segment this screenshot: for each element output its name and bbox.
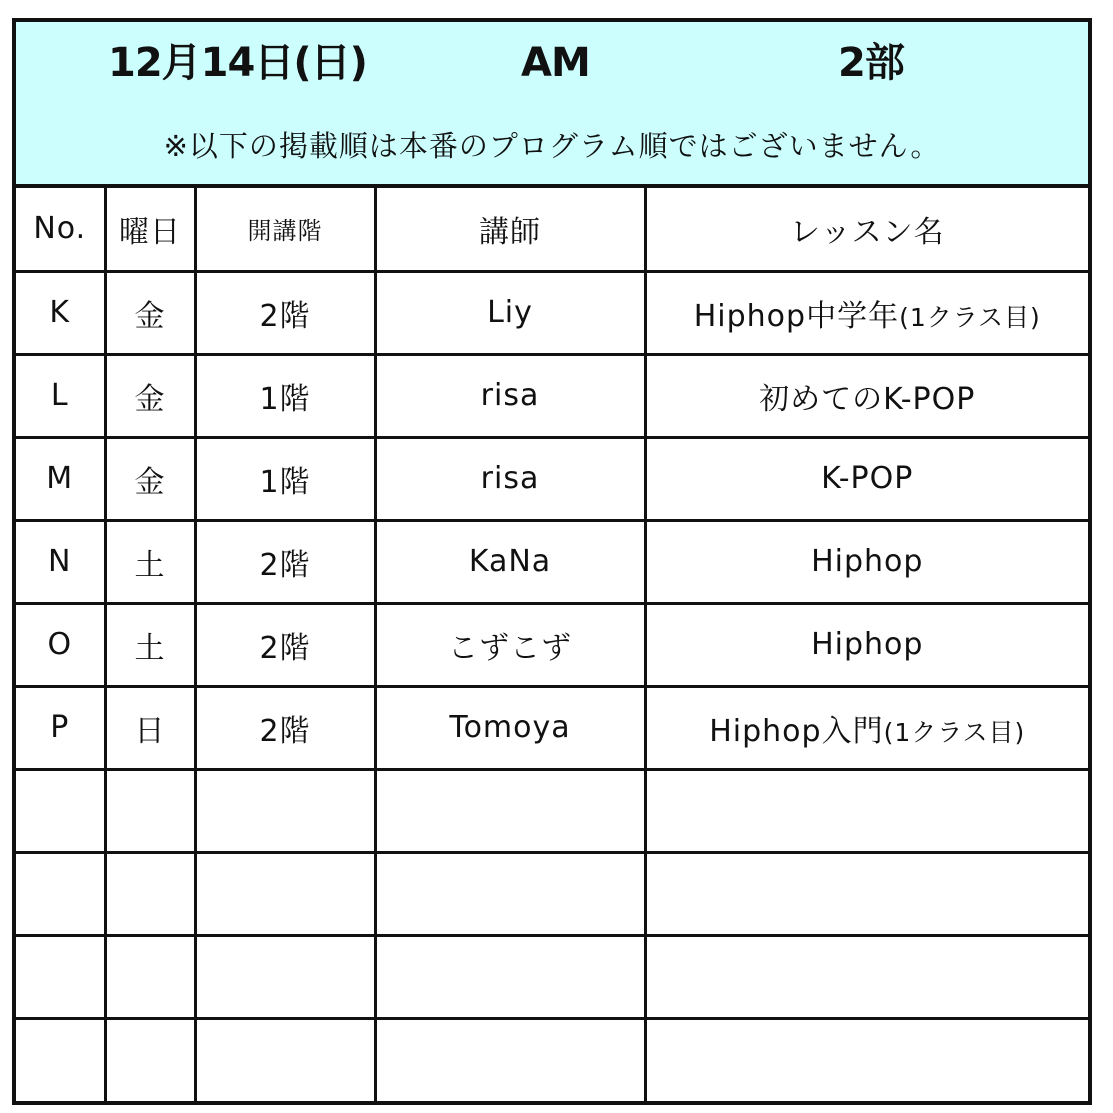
empty-cell [645, 769, 1088, 852]
cell-no: N [16, 520, 105, 603]
cell-instructor: こずこず [375, 603, 645, 686]
cell-no: O [16, 603, 105, 686]
empty-cell [375, 769, 645, 852]
empty-cell [645, 852, 1088, 935]
empty-row [16, 769, 1088, 852]
empty-cell [645, 935, 1088, 1018]
empty-cell [375, 935, 645, 1018]
lesson-note: (1クラス目) [899, 302, 1041, 332]
cell-day: 日 [105, 686, 195, 769]
cell-floor: 1階 [195, 437, 375, 520]
empty-cell [105, 852, 195, 935]
schedule-table [16, 188, 1088, 1101]
column-header-day: 曜日 [105, 188, 195, 271]
empty-row [16, 1018, 1088, 1101]
empty-cell [16, 1018, 105, 1101]
cell-instructor: risa [375, 437, 645, 520]
empty-cell [16, 852, 105, 935]
empty-cell [105, 935, 195, 1018]
empty-cell [16, 769, 105, 852]
lesson-name: Hiphop入門 [709, 713, 884, 749]
cell-instructor: KaNa [375, 520, 645, 603]
empty-cell [375, 1018, 645, 1101]
table-row [16, 603, 1088, 686]
cell-day: 土 [105, 520, 195, 603]
schedule-header [16, 22, 1088, 188]
cell-floor: 2階 [195, 271, 375, 354]
table-row [16, 354, 1088, 437]
empty-cell [195, 769, 375, 852]
cell-instructor: risa [375, 354, 645, 437]
header-note: ※以下の掲載順は本番のプログラム順ではございません。 [163, 129, 941, 163]
empty-row [16, 935, 1088, 1018]
header-part: 2部 [838, 40, 904, 86]
cell-day: 土 [105, 603, 195, 686]
schedule-sheet [12, 18, 1092, 1105]
table-row [16, 271, 1088, 354]
lesson-name: 初めてのK-POP [759, 381, 976, 417]
cell-day: 金 [105, 271, 195, 354]
cell-floor: 2階 [195, 686, 375, 769]
column-header-instructor: 講師 [375, 188, 645, 271]
lesson-name: Hiphop [811, 544, 924, 579]
cell-lesson [645, 437, 1088, 520]
empty-cell [105, 769, 195, 852]
cell-lesson [645, 603, 1088, 686]
empty-cell [375, 852, 645, 935]
cell-day: 金 [105, 437, 195, 520]
column-header-lesson: レッスン名 [645, 188, 1088, 271]
empty-cell [105, 1018, 195, 1101]
cell-floor: 2階 [195, 603, 375, 686]
cell-lesson [645, 271, 1088, 354]
header-session: AM [521, 40, 590, 86]
lesson-name: K-POP [821, 461, 914, 496]
cell-instructor: Liy [375, 271, 645, 354]
cell-no: P [16, 686, 105, 769]
empty-cell [16, 935, 105, 1018]
column-header-no: No. [16, 188, 105, 271]
cell-lesson [645, 686, 1088, 769]
lesson-name: Hiphop [811, 627, 924, 662]
header-date: 12月14日(日) [108, 40, 367, 86]
empty-cell [195, 852, 375, 935]
empty-row [16, 852, 1088, 935]
cell-lesson [645, 354, 1088, 437]
empty-cell [645, 1018, 1088, 1101]
empty-cell [195, 935, 375, 1018]
column-header-floor: 開講階 [195, 188, 375, 271]
cell-floor: 2階 [195, 520, 375, 603]
table-row [16, 437, 1088, 520]
cell-no: K [16, 271, 105, 354]
cell-day: 金 [105, 354, 195, 437]
lesson-name: Hiphop中学年 [693, 298, 900, 334]
cell-no: L [16, 354, 105, 437]
table-row [16, 686, 1088, 769]
table-row [16, 520, 1088, 603]
cell-no: M [16, 437, 105, 520]
cell-floor: 1階 [195, 354, 375, 437]
empty-cell [195, 1018, 375, 1101]
lesson-note: (1クラス目) [883, 717, 1026, 747]
table-header-row [16, 188, 1088, 271]
cell-instructor: Tomoya [375, 686, 645, 769]
cell-lesson [645, 520, 1088, 603]
